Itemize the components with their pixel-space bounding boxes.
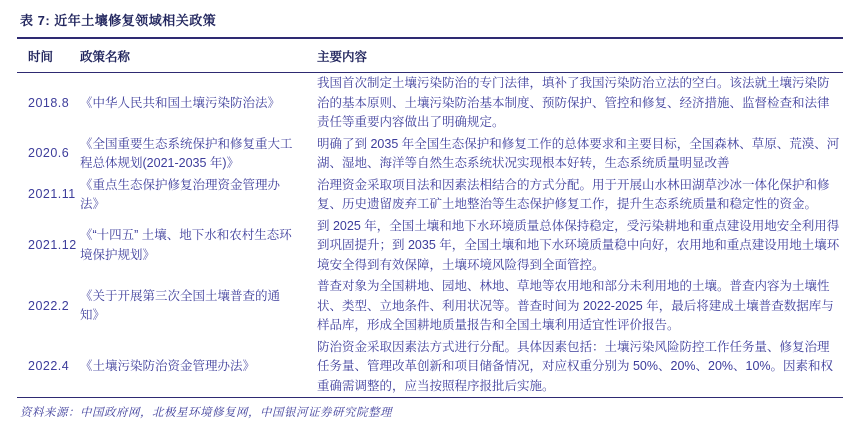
policy-date: 2022.4 [28,359,70,373]
policy-name: 《“十四五” 土壤、地下水和农村生态环境保护规划》 [80,228,292,262]
policy-name: 《重点生态保护修复治理资金管理办法》 [80,177,281,211]
policy-content: 我国首次制定土壤污染防治的专门法律，填补了我国污染防治立法的空白。该法就土壤污染防治的基本原则、土壤污染防治基本制度、预防保护、管控和修复、经济措施、监督检查和法律责任等重要内容做出了明确规定。 [317,76,830,129]
table-row [17,337,843,398]
col-header-policy-name: 政策名称 [78,38,311,73]
policy-name: 《全国重要生态系统保护和修复重大工程总体规划(2021-2035 年)》 [80,136,293,170]
table-title: 表 7: 近年土壤修复领域相关政策 [20,13,217,28]
source-note: 资料来源：中国政府网，北极星环境修复网，中国银河证券研究院整理 [20,407,392,419]
table-row [17,175,843,216]
header-row [17,38,843,73]
policy-date: 2021.11 [28,187,76,202]
table-row [17,276,843,337]
table-row [17,216,843,277]
col-header-main-content: 主要内容 [311,38,843,73]
policy-content: 普查对象为全国耕地、园地、林地、草地等农用地和部分未利用地的土壤。普查内容为土壤性状、类型、立地条件、利用状况等。普查时间为 2022-2025 年，最后将建成土壤普查数据库与样品库，形成全国耕地质量报告和全国土壤利用适宜性评价报告。 [317,279,834,332]
policy-date: 2018.8 [28,95,70,110]
col-header-time: 时间 [17,38,78,73]
table-row [17,73,843,134]
policy-content: 防治资金采取因素法方式进行分配。具体因素包括：土壤污染风险防控工作任务量、修复治理任务量、管理改革创新和项目储备情况，对应权重分别为 50%、20%、20%、10%。因素和权重确需调整的，应当按照程序报批后实施。 [317,339,834,393]
policy-content: 到 2025 年，全国土壤和地下水环境质量总体保持稳定，受污染耕地和重点建设用地安全利用得到巩固提升；到 2035 年，全国土壤和地下水环境质量稳中向好，农用地和重点建设用地土壤环境安全得到有效保障，土壤环境风险得到全面管控。 [317,218,840,272]
policy-name: 《土壤污染防治资金管理办法》 [80,359,256,373]
policy-content: 明确了到 2035 年全国生态保护和修复工作的总体要求和主要目标，全国森林、草原、荒漠、河湖、湿地、海洋等自然生态系统状况实现根本好转，生态系统质量明显改善 [317,136,840,170]
policy-date: 2021.12 [28,238,77,252]
table-block [17,6,843,420]
policy-name: 《中华人民共和国土壤污染防治法》 [80,95,281,110]
policy-name: 《关于开展第三次全国土壤普查的通知》 [80,288,281,323]
table-row [17,134,843,175]
policy-content: 治理资金采取项目法和因素法相结合的方式分配。用于开展山水林田湖草沙冰一体化保护和修复、历史遗留废弃工矿土地整治等生态保护修复工作，提升生态系统质量和稳定性的资金。 [317,177,830,211]
policy-date: 2020.6 [28,146,70,161]
policy-table [17,37,843,398]
policy-date: 2022.2 [28,298,70,313]
